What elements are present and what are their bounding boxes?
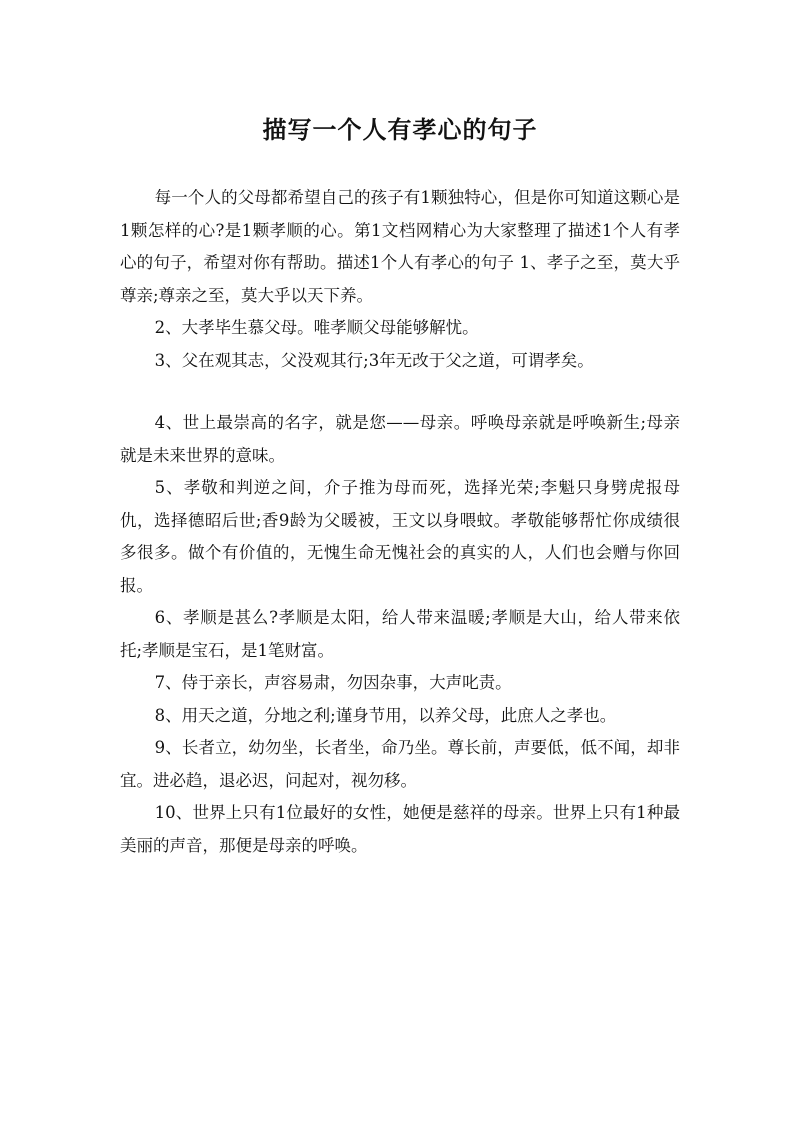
paragraph-3: 3、父在观其志，父没观其行;3年无改于父之道，可谓孝矣。 (154, 350, 594, 370)
document-title: 描写一个人有孝心的句子 (262, 116, 538, 145)
paragraph-9: 9、长者立，幼勿坐，长者坐，命乃坐。尊长前，声要低，低不闻，却非宜。进必趋，退必迟，问起对，视勿移。 (120, 738, 680, 790)
paragraph-2: 2、大孝毕生慕父母。唯孝顺父母能够解忧。 (154, 318, 479, 337)
paragraph-7: 7、侍于亲长，声容易肃，勿因杂事，大声叱责。 (154, 673, 512, 692)
paragraph-8: 8、用天之道，分地之利;谨身节用，以养父母，此庶人之孝也。 (154, 705, 617, 725)
paragraph-5: 5、孝敬和判逆之间，介子推为母而死，选择光荣;李魁只身劈虎报母仇，选择德昭后世;香9龄为父暖被，王文以身喂蚊。孝敬能够帮忙你成绩很多很多。做个有价值的，无愧生命无愧社会的真实的人，人们也会赠与你回报。 (120, 478, 680, 595)
paragraph-4: 4、世上最崇高的名字，就是您——母亲。呼唤母亲就是呼唤新生;母亲就是未来世界的意味。 (120, 413, 680, 465)
paragraph-10: 10、世界上只有1位最好的女性，她便是慈祥的母亲。世界上只有1种最美丽的声音，那便是母亲的呼唤。 (120, 803, 680, 855)
document-body (120, 182, 680, 862)
paragraph-intro: 每一个人的父母都希望自己的孩子有1颗独特心，但是你可知道这颗心是1颗怎样的心?是1颗孝顺的心。第1文档网精心为大家整理了描述1个人有孝心的句子，希望对你有帮助。描述1个人有孝心的句子 1、孝子之至，莫大乎尊亲;尊亲之至，莫大乎以天下养。 (120, 188, 680, 305)
paragraph-6: 6、孝顺是甚么?孝顺是太阳，给人带来温暖;孝顺是大山，给人带来依托;孝顺是宝石，是1笔财富。 (120, 608, 680, 660)
